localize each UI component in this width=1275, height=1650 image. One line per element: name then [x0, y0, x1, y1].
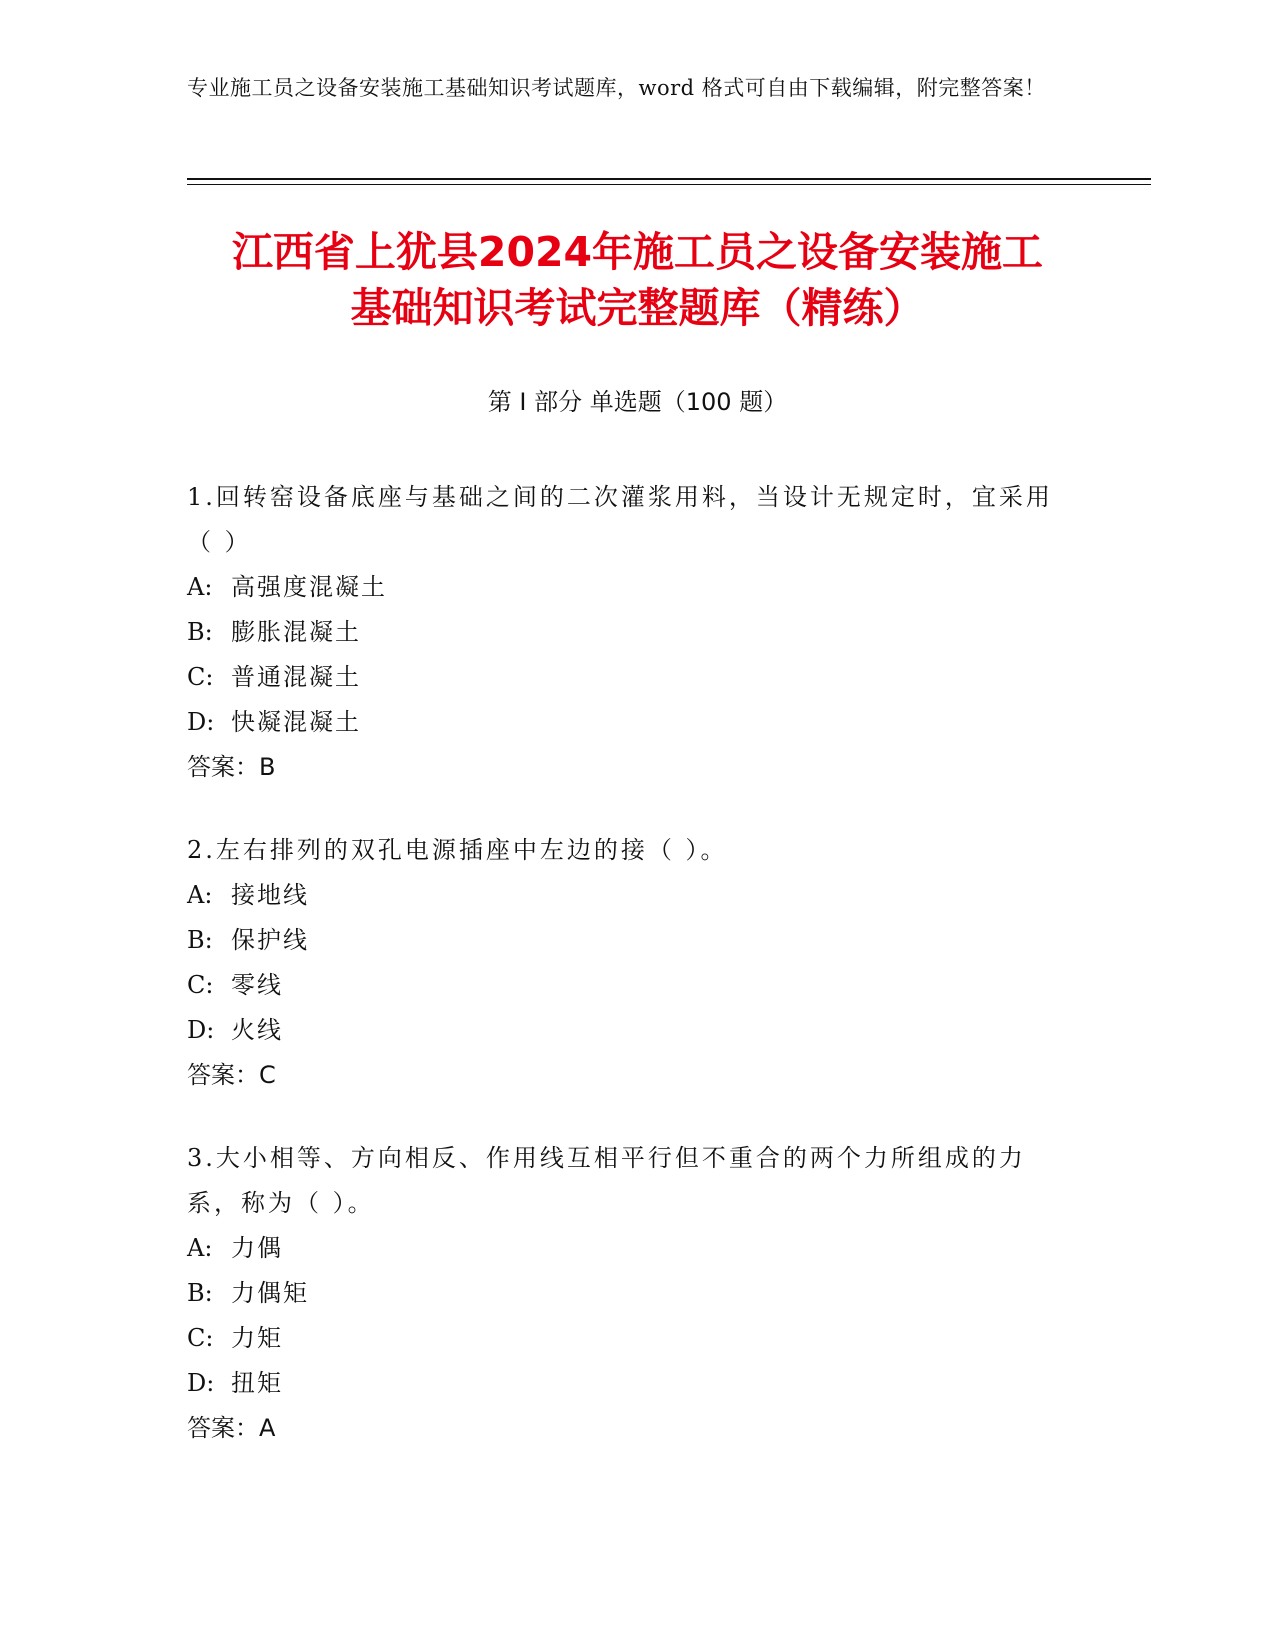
option-text: 火线 — [231, 1016, 283, 1044]
option-text: 保护线 — [231, 926, 309, 954]
option-label: C: — [187, 971, 214, 999]
question-list — [187, 475, 1067, 1489]
option-text: 普通混凝土 — [231, 663, 361, 691]
option-text: 力偶 — [231, 1234, 283, 1262]
question-option — [187, 1008, 1067, 1053]
document-title — [150, 224, 1125, 336]
answer-line — [187, 745, 1067, 790]
header-note: 专业施工员之设备安装施工基础知识考试题库，word 格式可自由下载编辑，附完整答案！ — [187, 76, 1046, 100]
option-text: 高强度混凝土 — [231, 573, 387, 601]
question-item — [187, 1136, 1067, 1451]
question-option — [187, 700, 1067, 745]
option-label: A: — [187, 881, 213, 909]
question-stem: 3.大小相等、方向相反、作用线互相平行但不重合的两个力所组成的力系，称为（ ）。 — [187, 1144, 1026, 1217]
question-option — [187, 655, 1067, 700]
option-label: C: — [187, 1324, 214, 1352]
question-option — [187, 610, 1067, 655]
answer-prefix: 答案： — [187, 1414, 259, 1442]
option-label: D: — [187, 1016, 215, 1044]
document-title-line-1: 江西省上犹县2024年施工员之设备安装施工 — [231, 228, 1044, 276]
option-text: 膨胀混凝土 — [231, 618, 361, 646]
answer-line — [187, 1053, 1067, 1098]
question-option — [187, 963, 1067, 1008]
question-item — [187, 475, 1067, 790]
option-label: B: — [187, 926, 213, 954]
answer-value: A — [259, 1414, 276, 1442]
question-option — [187, 565, 1067, 610]
option-text: 接地线 — [231, 881, 309, 909]
option-label: B: — [187, 618, 213, 646]
question-option — [187, 1226, 1067, 1271]
option-text: 扭矩 — [231, 1369, 283, 1397]
option-label: D: — [187, 708, 215, 736]
option-label: D: — [187, 1369, 215, 1397]
answer-value: C — [259, 1061, 276, 1089]
option-label: B: — [187, 1279, 213, 1307]
option-label: A: — [187, 573, 213, 601]
option-text: 快凝混凝土 — [231, 708, 361, 736]
question-option — [187, 873, 1067, 918]
header-divider-thick — [187, 178, 1151, 180]
question-item — [187, 828, 1067, 1098]
option-text: 力偶矩 — [231, 1279, 309, 1307]
question-option — [187, 1271, 1067, 1316]
header-divider-thin — [187, 184, 1151, 185]
answer-value: B — [259, 753, 276, 781]
option-label: C: — [187, 663, 214, 691]
question-stem: 1.回转窑设备底座与基础之间的二次灌浆用料，当设计无规定时，宜采用（ ） — [187, 483, 1053, 556]
answer-prefix: 答案： — [187, 1061, 259, 1089]
question-option — [187, 1361, 1067, 1406]
option-text: 力矩 — [231, 1324, 283, 1352]
answer-prefix: 答案： — [187, 753, 259, 781]
section-title: 第 I 部分 单选题（100 题） — [487, 388, 788, 416]
question-option — [187, 918, 1067, 963]
option-text: 零线 — [231, 971, 283, 999]
question-stem: 2.左右排列的双孔电源插座中左边的接（ ）。 — [187, 836, 728, 864]
question-option — [187, 1316, 1067, 1361]
document-title-line-2: 基础知识考试完整题库（精练） — [350, 284, 925, 332]
option-label: A: — [187, 1234, 213, 1262]
answer-line — [187, 1406, 1067, 1451]
